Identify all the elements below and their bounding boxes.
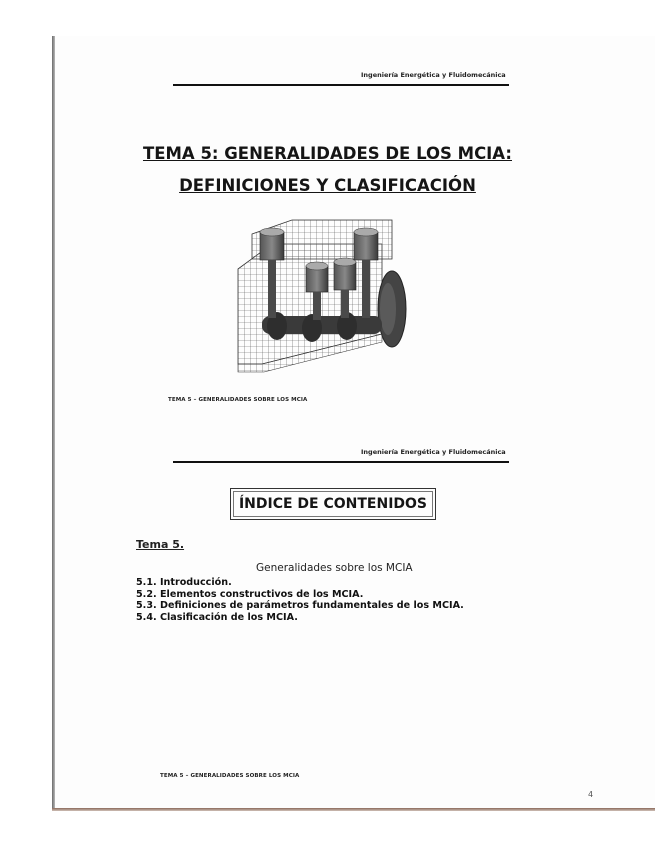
slide1-footer: TEMA 5 – GENERALIDADES SOBRE LOS MCIA <box>168 397 308 403</box>
toc-item: 5.1. Introducción. <box>136 577 232 588</box>
index-title: ÍNDICE DE CONTENIDOS <box>238 496 428 512</box>
slide2-footer: TEMA 5 – GENERALIDADES SOBRE LOS MCIA <box>160 773 300 779</box>
toc-item: 5.4. Clasificación de los MCIA. <box>136 611 298 623</box>
slide2-header: Ingeniería Energética y Fluidomecánica <box>361 448 506 456</box>
page-edge-bottom <box>52 808 655 811</box>
table-of-contents <box>136 577 464 623</box>
tema-label: Tema 5. <box>136 538 185 551</box>
toc-subtitle: Generalidades sobre los MCIA <box>256 562 413 574</box>
engine-cutaway-image <box>232 214 412 374</box>
slide1-title-line2: DEFINICIONES Y CLASIFICACIÓN <box>179 176 476 195</box>
slide1-header-rule <box>173 84 509 86</box>
page-number: 4 <box>588 790 594 799</box>
slide1-header: Ingeniería Energética y Fluidomecánica <box>361 71 506 79</box>
toc-item: 5.2. Elementos constructivos de los MCIA. <box>136 588 364 600</box>
slide1-title-line1: TEMA 5: GENERALIDADES DE LOS MCIA: <box>142 144 512 163</box>
index-title-box <box>230 488 436 520</box>
toc-item: 5.3. Definiciones de parámetros fundamentales de los MCIA. <box>136 600 464 611</box>
slide2-header-rule <box>173 461 509 463</box>
